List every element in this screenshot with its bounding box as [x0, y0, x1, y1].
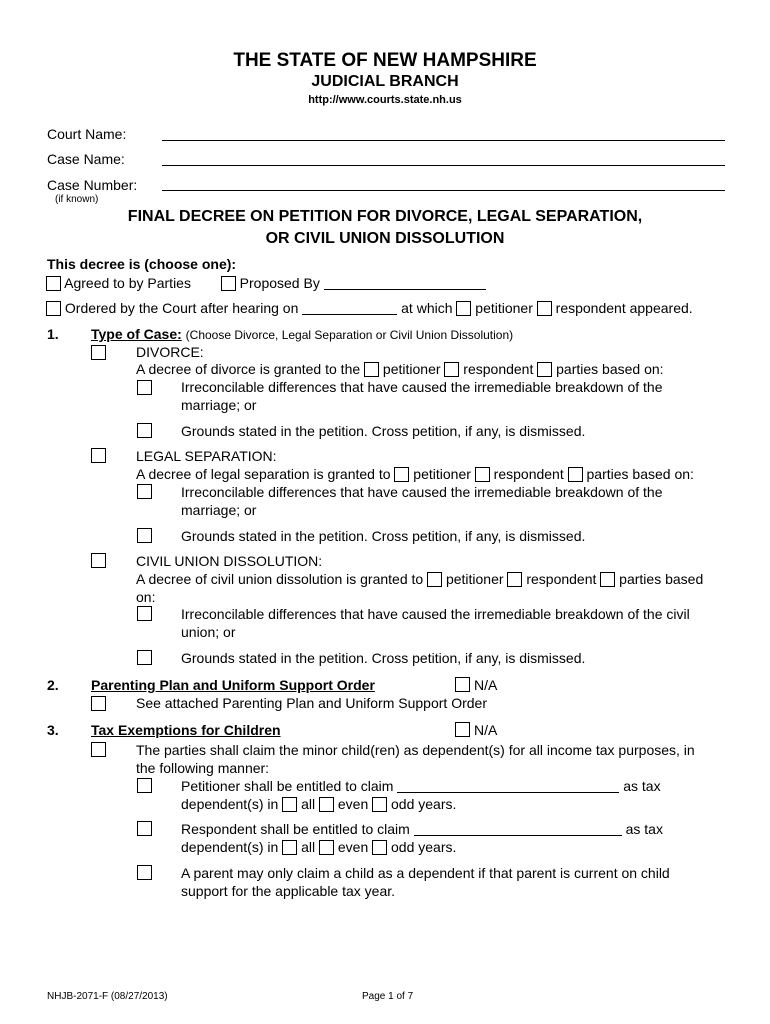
divorce-grant-row	[136, 361, 664, 378]
respondent-all-label: all	[301, 839, 316, 855]
proposed-by-field[interactable]	[324, 276, 486, 290]
respondent-years-row	[181, 839, 456, 856]
divorce-label: DIVORCE:	[136, 344, 204, 360]
section3-title: Tax Exemptions for Children	[91, 722, 281, 738]
petitioner-years-row	[181, 796, 456, 813]
petitioner-odd-checkbox[interactable]	[372, 797, 387, 812]
legal-respondent-checkbox[interactable]	[475, 467, 490, 482]
legal-parties-checkbox[interactable]	[568, 467, 583, 482]
branch-heading: JUDICIAL BRANCH	[311, 73, 459, 90]
hearing-date-field[interactable]	[302, 301, 397, 315]
divorce-grounds-label: Grounds stated in the petition. Cross petition, if any, is dismissed.	[181, 423, 586, 439]
legal-separation-label: LEGAL SEPARATION:	[136, 448, 277, 464]
petitioner-claim-label: Petitioner shall be entitled to claim	[181, 778, 394, 794]
respondent-dep-label: dependent(s) in	[181, 839, 279, 855]
court-url[interactable]: http://www.courts.state.nh.us	[308, 94, 462, 106]
legal-petitioner-label: petitioner	[413, 466, 471, 482]
divorce-checkbox[interactable]	[91, 345, 106, 360]
petitioner-claim-row	[181, 778, 661, 795]
civil-parties-checkbox[interactable]	[600, 572, 615, 587]
section1-heading	[91, 326, 513, 344]
proposed-checkbox[interactable]	[221, 276, 236, 291]
decree-title-line1: FINAL DECREE ON PETITION FOR DIVORCE, LEGAL SEPARATION,	[127, 208, 643, 225]
divorce-parties-label: parties based on:	[556, 361, 664, 377]
proposed-label: Proposed By	[239, 275, 320, 291]
at-which-label: at which	[401, 300, 453, 316]
respondent-odd-label: odd years.	[391, 839, 457, 855]
decree-title-line2: OR CIVIL UNION DISSOLUTION	[265, 230, 505, 247]
petitioner-even-label: even	[337, 796, 369, 812]
civil-respondent-checkbox[interactable]	[507, 572, 522, 587]
tax-manner-checkbox[interactable]	[91, 742, 106, 757]
divorce-petitioner-label: petitioner	[382, 361, 441, 377]
respondent-odd-checkbox[interactable]	[372, 840, 387, 855]
divorce-lead: A decree of divorce is granted to the	[136, 361, 361, 377]
agreed-row	[46, 275, 486, 292]
legal-parties-label: parties based on:	[586, 466, 694, 482]
respondent-all-checkbox[interactable]	[282, 840, 297, 855]
agreed-checkbox[interactable]	[46, 276, 61, 291]
legal-respondent-label: respondent	[493, 466, 564, 482]
civil-petitioner-label: petitioner	[445, 571, 504, 587]
ordered-checkbox[interactable]	[46, 301, 61, 316]
section1-title: Type of Case:	[91, 326, 182, 342]
divorce-parties-checkbox[interactable]	[537, 362, 552, 377]
section3-na-label: N/A	[474, 722, 498, 738]
appeared-respondent-checkbox[interactable]	[537, 301, 552, 316]
divorce-irreconcilable-line1: Irreconcilable differences that have caused the irremediable breakdown of the	[181, 379, 663, 395]
civil-respondent-label: respondent	[526, 571, 597, 587]
form-number: NHJB-2071-F (08/27/2013)	[47, 991, 168, 1002]
section3-number: 3.	[47, 722, 59, 738]
civil-parties-label: parties based	[619, 571, 704, 587]
petitioner-all-checkbox[interactable]	[282, 797, 297, 812]
divorce-irreconcilable-line2: marriage; or	[181, 397, 257, 413]
case-number-field[interactable]	[162, 190, 725, 191]
legal-irreconcilable-line2: marriage; or	[181, 502, 257, 518]
agreed-label: Agreed to by Parties	[64, 275, 191, 291]
parenting-plan-label: See attached Parenting Plan and Uniform Support Order	[136, 695, 487, 711]
divorce-respondent-checkbox[interactable]	[444, 362, 459, 377]
ordered-row	[46, 300, 693, 317]
civil-lead: A decree of civil union dissolution is granted to	[136, 571, 424, 587]
legal-petitioner-checkbox[interactable]	[394, 467, 409, 482]
case-number-label: Case Number:	[47, 177, 138, 193]
petitioner-odd-label: odd years.	[391, 796, 457, 812]
petitioner-claim-checkbox[interactable]	[137, 778, 152, 793]
petitioner-even-checkbox[interactable]	[319, 797, 334, 812]
section2-na-checkbox[interactable]	[455, 677, 470, 692]
legal-irreconcilable-checkbox[interactable]	[137, 484, 152, 499]
if-known-note: (if known)	[55, 194, 99, 205]
civil-irreconcilable-line2: union; or	[181, 624, 236, 640]
tax-lead-line1: The parties shall claim the minor child(ren) as dependent(s) for all income tax purposes, in	[136, 742, 695, 758]
choose-heading: This decree is (choose one):	[47, 256, 237, 272]
petitioner-all-label: all	[301, 796, 316, 812]
respondent-claim-checkbox[interactable]	[137, 821, 152, 836]
ordered-label: Ordered by the Court after hearing on	[64, 300, 299, 316]
tax-lead-line2: the following manner:	[136, 760, 270, 776]
civil-irreconcilable-checkbox[interactable]	[137, 606, 152, 621]
legal-grounds-checkbox[interactable]	[137, 528, 152, 543]
state-heading: THE STATE OF NEW HAMPSHIRE	[233, 50, 537, 71]
divorce-respondent-label: respondent	[463, 361, 534, 377]
parenting-plan-checkbox[interactable]	[91, 696, 106, 711]
civil-union-checkbox[interactable]	[91, 553, 106, 568]
petitioner-astax-label: as tax	[623, 778, 661, 794]
court-name-label: Court Name:	[47, 126, 127, 142]
parent-current-line2: support for the applicable tax year.	[181, 883, 396, 899]
section2-number: 2.	[47, 677, 59, 693]
legal-grounds-label: Grounds stated in the petition. Cross petition, if any, is dismissed.	[181, 528, 586, 544]
divorce-irreconcilable-checkbox[interactable]	[137, 380, 152, 395]
respondent-astax-label: as tax	[625, 821, 663, 837]
civil-on-label: on:	[136, 589, 156, 605]
section3-na-checkbox[interactable]	[455, 722, 470, 737]
appeared-petitioner-checkbox[interactable]	[456, 301, 471, 316]
petitioner-dep-label: dependent(s) in	[181, 796, 279, 812]
parent-current-checkbox[interactable]	[137, 865, 152, 880]
appeared-respondent-label: respondent appeared.	[555, 300, 693, 316]
section1-subtitle: (Choose Divorce, Legal Separation or Civil Union Dissolution)	[185, 328, 514, 342]
parent-current-line1: A parent may only claim a child as a dependent if that parent is current on child	[181, 865, 670, 881]
section1-number: 1.	[47, 326, 59, 342]
appeared-petitioner-label: petitioner	[475, 300, 533, 316]
civil-petitioner-checkbox[interactable]	[427, 572, 442, 587]
petitioner-claim-field[interactable]	[397, 779, 619, 793]
respondent-claim-field[interactable]	[414, 822, 622, 836]
divorce-grounds-checkbox[interactable]	[137, 423, 152, 438]
civil-irreconcilable-line1: Irreconcilable differences that have caused the irremediable breakdown of the civil	[181, 606, 690, 622]
page-number: Page 1 of 7	[362, 991, 414, 1002]
legal-grant-row	[136, 466, 694, 483]
section2-title: Parenting Plan and Uniform Support Order	[91, 677, 375, 693]
case-name-field[interactable]	[162, 165, 725, 166]
legal-lead: A decree of legal separation is granted to	[136, 466, 391, 482]
respondent-claim-row	[181, 821, 663, 838]
civil-grant-row	[136, 571, 703, 588]
respondent-even-checkbox[interactable]	[319, 840, 334, 855]
case-name-label: Case Name:	[47, 151, 125, 167]
legal-separation-checkbox[interactable]	[91, 448, 106, 463]
civil-union-label: CIVIL UNION DISSOLUTION:	[136, 553, 323, 569]
section2-na-label: N/A	[474, 677, 498, 693]
court-name-field[interactable]	[162, 140, 725, 141]
civil-grounds-label: Grounds stated in the petition. Cross petition, if any, is dismissed.	[181, 650, 586, 666]
legal-irreconcilable-line1: Irreconcilable differences that have caused the irremediable breakdown of the	[181, 484, 663, 500]
divorce-petitioner-checkbox[interactable]	[364, 362, 379, 377]
civil-grounds-checkbox[interactable]	[137, 650, 152, 665]
respondent-even-label: even	[337, 839, 369, 855]
respondent-claim-label: Respondent shall be entitled to claim	[181, 821, 410, 837]
